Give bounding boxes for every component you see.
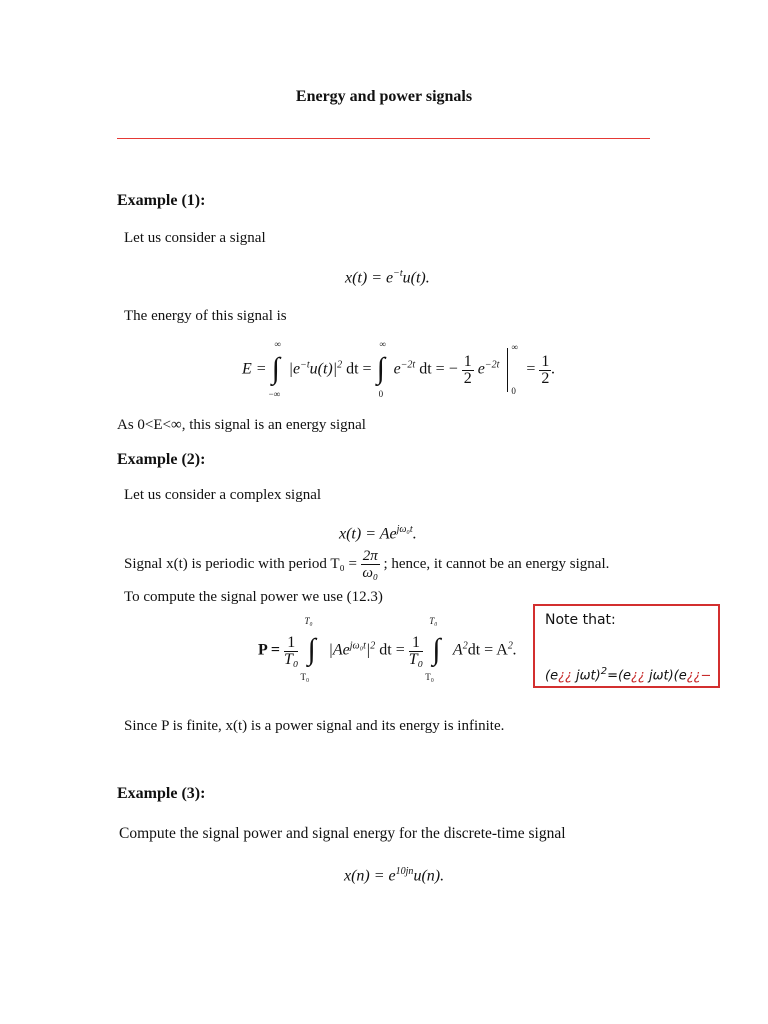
- example-1-energy-intro: The energy of this signal is: [124, 308, 287, 324]
- title-divider: [117, 138, 650, 139]
- example-1-heading: Example (1):: [117, 192, 206, 209]
- example-1-energy-equation: E = ∫ ∞ −∞ $|e^{-t}u(t)|^2$ dt = ∫ ∞ 0 $e^{-2t}$ dt = − $\frac{1}{2}$ $e^{-2t}$ ∞ 0 = $\frac{1}{2}$ .: [242, 339, 556, 399]
- example-2-intro: Let us consider a complex signal: [124, 487, 322, 503]
- example-2-signal-equation: $x(t) = Ae^{j\omega_0t}$.: [339, 524, 417, 543]
- example-1-signal-equation: $x(t) = e^{-t}u(t)$.: [345, 268, 430, 287]
- fraction-one-over-T0: $\frac{1}{\text{T₀}}$: [284, 633, 299, 668]
- integral-symbol: ∫ T₀ T₀: [425, 616, 441, 682]
- integral-symbol: ∫ ∞ −∞: [268, 339, 281, 399]
- example-2-periodic-statement: Signal x(t) is periodic with period T₀ = $\frac{2\pi}{\text{ω₀}}$ ; hence, it cannot be an energy signal.: [124, 548, 610, 581]
- note-label: Note that:: [545, 612, 616, 628]
- integral-symbol: ∫ ∞ 0: [376, 339, 386, 399]
- example-1-intro: Let us consider a signal: [124, 230, 266, 246]
- fraction-one-over-T0: $\frac{1}{\text{T₀}}$: [408, 633, 424, 668]
- fraction-one-half: $\frac{1}{2}$: [463, 352, 472, 387]
- example-1-conclusion: As 0<E<∞, this signal is an energy signal: [117, 417, 366, 433]
- example-3-heading: Example (3):: [117, 785, 206, 802]
- note-math: (e¿¿ jωt)$^2$=(e¿¿ jωt)(e¿¿−: [545, 666, 712, 684]
- example-2-power-equation: P = $\frac{1}{\text{T₀}}$ ∫ T₀ T₀ $|Ae^{j\omega_0t}|^2$ dt = $\frac{1}{\text{T₀}}$ ∫ T₀ T₀ $A^2dt = A^2$.: [258, 616, 517, 682]
- evaluation-bar: ∞ 0: [507, 348, 522, 392]
- example-2-conclusion: Since P is finite, x(t) is a power signal and its energy is infinite.: [124, 718, 505, 734]
- example-2-power-intro: To compute the signal power we use (12.3): [124, 589, 383, 605]
- note-box: [533, 604, 720, 688]
- integral-symbol: ∫ T₀ T₀: [300, 616, 316, 682]
- period-fraction: $\frac{2\pi}{\text{ω₀}}$: [362, 548, 379, 581]
- example-2-heading: Example (2):: [117, 451, 206, 468]
- example-3-signal-equation: $x(n) = e^{10jn}u(n)$.: [344, 866, 445, 885]
- fraction-one-half-result: $\frac{1}{2}$: [541, 352, 550, 387]
- example-3-intro: Compute the signal power and signal energy for the discrete-time signal: [119, 825, 566, 842]
- page-title: Energy and power signals: [295, 88, 473, 105]
